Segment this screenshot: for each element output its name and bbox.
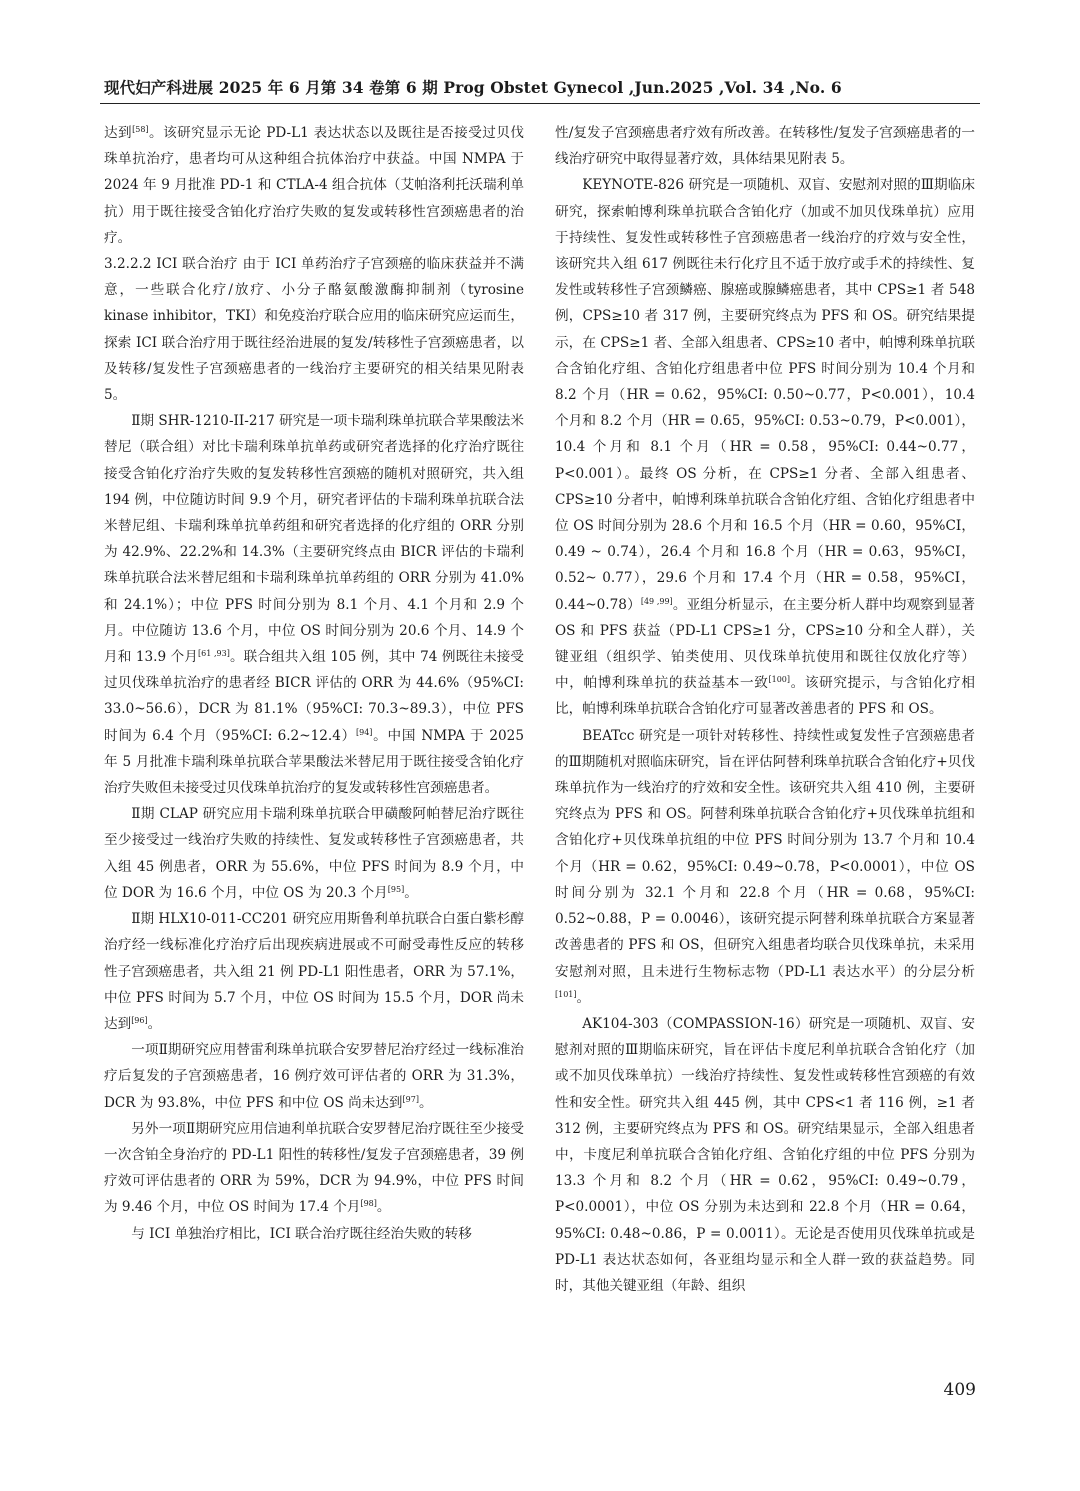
text: BEATcc 研究是一项针对转移性、持续性或复发性子宫颈癌患者的Ⅲ期随机对照临床研究，旨在评估阿替利珠单抗联合含铂化疗+贝伐珠单抗作为一线治疗的疗效和安全性。该研究共入组 410 例，主要研究终点为 PFS 和 OS。阿替利珠单抗联合含铂化疗+贝伐珠单抗组和含铂化疗+贝伐珠单抗组的中位 PFS 时间分别为 13.7 个月和 10.4 个月（HR = 0.62，95%CI: 0.49~0.78，P<0.0001），中位 OS 时间分别为 32.1 个月和 22.8 个月（HR = 0.68，95%CI: 0.52~0.88，P = 0.0046），该研究提示阿替利珠单抗联合方案显著改善患者的 PFS 和 OS，但研究入组患者均联合贝伐珠单抗，未采用安慰剂对照，且未进行生物标志物（PD-L1 表达水平）的分层分析 — [555, 727, 975, 980]
text: Ⅱ期 CLAP 研究应用卡瑞利珠单抗联合甲磺酸阿帕替尼治疗既往至少接受过一线治疗失败的持续性、复发或转移性子宫颈癌患者，共入组 45 例患者，ORR 为 55.6%，中位 PFS 时间为 8.9 个月，中位 DOR 为 16.6 个月，中位 OS 为 20.3 个月 — [104, 806, 524, 901]
citation-ref: [95] — [387, 884, 405, 894]
paragraph — [104, 801, 524, 906]
citation-ref: [97] — [402, 1094, 419, 1104]
header-rule — [100, 103, 980, 104]
paragraph — [104, 906, 524, 1037]
text: 。中国 NMPA 于 2025 年 5 月批准卡瑞利珠单抗联合苹果酸法米替尼用于既往接受含铂化疗治疗失败但未接受过贝伐珠单抗治疗的复发或转移性宫颈癌患者。 — [104, 727, 524, 797]
citation-ref: [94] — [355, 727, 373, 737]
paragraph — [104, 1116, 524, 1221]
text: 。亚组分析显示，在主要分析人群中均观察到显著 OS 和 PFS 获益（PD-L1 CPS≥1 分，CPS≥10 分和全人群），关键亚组（组织学、铂类使用、贝伐珠单抗使用和既往仅放化疗等）中，帕博利珠单抗的获益基本一致 — [555, 596, 975, 692]
paragraph — [555, 1011, 975, 1299]
citation-ref: [58] — [132, 125, 149, 134]
paragraph — [104, 1037, 524, 1116]
text: 达到 — [104, 125, 133, 141]
left-column — [104, 120, 524, 1378]
paragraph — [555, 172, 975, 722]
text: Ⅱ期 HLX10-011-CC201 研究应用斯鲁利单抗联合白蛋白紫杉醇治疗经一线标准化疗治疗后出现疾病进展或不可耐受毒性反应的转移性子宫颈癌患者，共入组 21 例 PD-L1 阳性患者，ORR 为 57.1%，中位 PFS 时间为 5.7 个月，中位 OS 时间为 15.5 个月，DOR 尚未达到 — [104, 911, 524, 1032]
text: 。该研究提示，与含铂化疗相比，帕博利珠单抗联合含铂化疗可显著改善患者的 PFS 和 OS。 — [555, 675, 975, 718]
text: 。联合组共入组 105 例，其中 74 例既往未接受过贝伐珠单抗治疗的患者经 BICR 评估的 ORR 为 44.6%（95%CI: 33.0~56.6），DCR 为 81.1%（95%CI: 70.3~89.3），中位 PFS 时间为 6.4 个月（95%CI: 6.2~12.4） — [104, 649, 524, 744]
citation-ref: [61 ,93] — [198, 649, 230, 659]
citation-ref: [98] — [360, 1199, 377, 1209]
text: 。 — [404, 884, 418, 901]
paragraph — [104, 1221, 524, 1247]
page-number: 409 — [943, 1380, 976, 1400]
running-header: 现代妇产科进展 2025 年 6 月第 34 卷第 6 期 Prog Obstet Gynecol ,Jun.2025 ,Vol. 34 ,No. 6 — [104, 78, 842, 97]
text: KEYNOTE-826 研究是一项随机、双盲、安慰剂对照的Ⅲ期临床研究，探索帕博利珠单抗联合含铂化疗（加或不加贝伐珠单抗）应用于持续性、复发性或转移性子宫颈癌患者一线治疗的疗效与安全性，该研究共入组 617 例既往未行化疗且不适于放疗或手术的持续性、复发性或转移性子宫颈鳞癌、腺癌或腺鳞癌患者，其中 CPS≥1 者 548 例，CPS≥10 者 317 例，主要研究终点为 PFS 和 OS。研究结果提示，在 CPS≥1 者、全部入组患者、CPS≥10 者中，帕博利珠单抗联合含铂化疗组、含铂化疗组患者中位 PFS 时间分别为 10.4 个月和 8.2 个月（HR = 0.62，95%CI: 0.50~0.77，P<0.001），10.4 个月和 8.2 个月（HR = 0.65，95%CI: 0.53~0.79，P<0.001），10.4 个月和 8.1 个月（HR = 0.58，95%CI: 0.44~0.77，P<0.001）。最终 OS 分析，在 CPS≥1 分者、全部入组患者、CPS≥10 分者中，帕博利珠单抗联合含铂化疗组、含铂化疗组患者中位 OS 时间分别为 28.6 个月和 16.5 个月（HR = 0.60，95%CI，0.49 ~ 0.74），26.4 个月和 16.8 个月（HR = 0.63，95%CI，0.52~ 0.77），29.6 个月和 17.4 个月（HR = 0.58，95%CI，0.44~0.78） — [555, 177, 975, 613]
section-paragraph-3-2-2-2 — [104, 251, 524, 408]
paragraph — [555, 723, 975, 1011]
right-column — [555, 120, 975, 1378]
text: 3.2.2.2 ICI 联合治疗 由于 ICI 单药治疗子宫颈癌的临床获益并不满意，一些联合化疗/放疗、小分子酪氨酸激酶抑制剂（tyrosine kinase inhibitor，TKI）和免疫治疗联合应用的临床研究应运而生，探索 ICI 联合治疗用于既往经治进展的复发/转移性子宫颈癌患者，以及转移/复发性子宫颈癌患者的一线治疗主要研究的相关结果见附表 5。 — [104, 256, 524, 404]
text: 。 — [147, 1015, 162, 1032]
text: 另外一项Ⅱ期研究应用信迪利单抗联合安罗替尼治疗既往至少接受一次含铂全身治疗的 PD-L1 阳性的转移性/复发子宫颈癌患者，39 例疗效可评估患者的 ORR 为 59%，DCR 为 94.9%，中位 PFS 时间为 9.46 个月，中位 OS 时间为 17.4 个月 — [104, 1120, 524, 1216]
text: 。 — [576, 989, 591, 1006]
text: 。 — [418, 1094, 433, 1111]
text: Ⅱ期 SHR-1210-II-217 研究是一项卡瑞利珠单抗联合苹果酸法米替尼（联合组）对比卡瑞利珠单抗单药或研究者选择的化疗治疗既往接受含铂化疗治疗失败的复发转移性宫颈癌的随机对照研究，共入组 194 例，中位随访时间 9.9 个月，研究者评估的卡瑞利珠单抗联合法米替尼组、卡瑞利珠单抗单药组和研究者选择的化疗组的 ORR 分别为 42.9%、22.2%和 14.3%（主要研究终点由 BICR 评估的卡瑞利珠单抗联合法米替尼组和卡瑞利珠单抗单药组的 ORR 分别为 41.0%和 24.1%）；中位 PFS 时间分别为 8.1 个月、4.1 个月和 2.9 个月。中位随访 13.6 个月，中位 OS 时间分别为 20.6 个月、14.9 个月和 13.9 个月 — [104, 413, 524, 666]
citation-ref: [96] — [131, 1015, 148, 1025]
text: AK104-303（COMPASSION-16）研究是一项随机、双盲、安慰剂对照的Ⅲ期临床研究，旨在评估卡度尼利单抗联合含铂化疗（加或不加贝伐珠单抗）一线治疗持续性、复发性或转移性宫颈癌的有效性和安全性。研究共入组 445 例，其中 CPS<1 者 116 例，≥1 者 312 例，主要研究终点为 PFS 和 OS。研究结果显示，全部入组患者中，卡度尼利单抗联合含铂化疗组、含铂化疗组的中位 PFS 分别为 13.3 个月和 8.2 个月（HR = 0.62，95%CI: 0.49~0.79，P<0.0001），中位 OS 分别为未达到和 22.8 个月（HR = 0.64，95%CI: 0.48~0.86，P = 0.0011）。无论是否使用贝伐珠单抗或是 PD-L1 表达状态如何，各亚组均显示和全人群一致的获益趋势。同时，其他关键亚组（年龄、组织 — [555, 1015, 975, 1294]
citation-ref: [49 ,99] — [640, 596, 673, 606]
text: 与 ICI 单独治疗相比，ICI 联合治疗既往经治失败的转移 — [131, 1225, 472, 1242]
text: 性/复发子宫颈癌患者疗效有所改善。在转移性/复发子宫颈癌患者的一线治疗研究中取得显著疗效，具体结果见附表 5。 — [555, 125, 975, 168]
text: 一项Ⅱ期研究应用替雷利珠单抗联合安罗替尼治疗经过一线标准治疗后复发的子宫颈癌患者，16 例疗效可评估者的 ORR 为 31.3%，DCR 为 93.8%，中位 PFS 和中位 OS 尚未达到 — [104, 1042, 524, 1111]
citation-ref: [100] — [768, 675, 790, 685]
paragraph — [555, 120, 975, 172]
text: 。 — [376, 1199, 391, 1216]
citation-ref: [101] — [555, 989, 577, 999]
paragraph — [104, 408, 524, 801]
paragraph — [104, 120, 524, 251]
text: 。该研究显示无论 PD-L1 表达状态以及既往是否接受过贝伐珠单抗治疗，患者均可从这种组合抗体治疗中获益。中国 NMPA 于 2024 年 9 月批准 PD-1 和 CTLA-4 组合抗体（艾帕洛利托沃瑞利单抗）用于既往接受含铂化疗治疗失败的复发或转移性宫颈癌患者的治疗。 — [104, 125, 524, 246]
